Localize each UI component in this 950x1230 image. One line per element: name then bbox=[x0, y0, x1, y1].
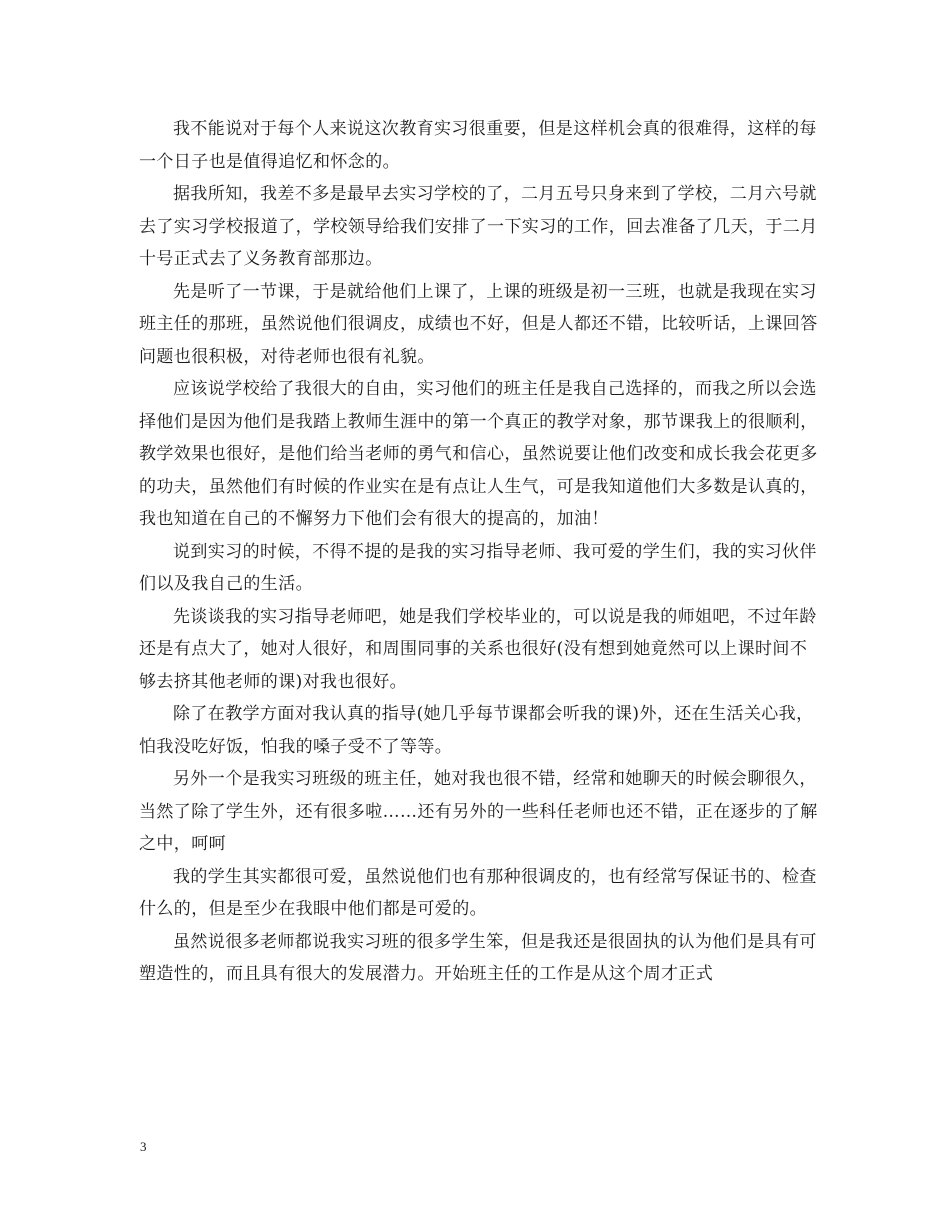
paragraph: 据我所知，我差不多是最早去实习学校的了，二月五号只身来到了学校，二月六号就去了实习学校报道了，学校领导给我们安排了一下实习的工作，回去准备了几天，于二月十号正式去了义务教育部那边。 bbox=[139, 184, 818, 269]
document-body bbox=[139, 113, 819, 991]
paragraph: 我的学生其实都很可爱，虽然说他们也有那种很调皮的，也有经常写保证书的、检查什么的，但是至少在我眼中他们都是可爱的。 bbox=[139, 866, 817, 919]
paragraph: 说到实习的时候，不得不提的是我的实习指导老师、我可爱的学生们，我的实习伙伴们以及我自己的生活。 bbox=[139, 541, 817, 594]
paragraph: 我不能说对于每个人来说这次教育实习很重要，但是这样机会真的很难得，这样的每一个日子也是值得追忆和怀念的。 bbox=[139, 119, 817, 172]
page-number: 3 bbox=[140, 1139, 147, 1154]
paragraph: 虽然说很多老师都说我实习班的很多学生笨，但是我还是很固执的认为他们是具有可塑造性的，而且具有很大的发展潜力。开始班主任的工作是从这个周才正式 bbox=[139, 931, 817, 984]
paragraph: 先是听了一节课，于是就给他们上课了，上课的班级是初一三班，也就是我现在实习班主任的那班，虽然说他们很调皮，成绩也不好，但是人都还不错，比较听话，上课回答问题也很积极，对待老师也很有礼貌。 bbox=[139, 281, 818, 367]
paragraph: 另外一个是我实习班级的班主任，她对我也很不错，经常和她聊天的时候会聊很久，当然了除了学生外，还有很多啦……还有另外的一些科任老师也还不错，正在逐步的了解之中，呵呵 bbox=[139, 769, 818, 854]
paragraph: 应该说学校给了我很大的自由，实习他们的班主任是我自己选择的，而我之所以会选择他们是因为他们是我踏上教师生涯中的第一个真正的教学对象，那节课我上的很顺利，教学效果也很好，是他们给当老师的勇气和信心，虽然说要让他们改变和成长我会花更多的功夫，虽然他们有时候的作业实在是有点让人生气，可是我知道他们大多数是认真的，我也知道在自己的不懈努力下他们会有很大的提高的，加油！ bbox=[139, 379, 818, 529]
paragraph: 除了在教学方面对我认真的指导(她几乎每节课都会听我的课)外，还在生活关心我，怕我没吃好饭，怕我的嗓子受不了等等。 bbox=[139, 704, 814, 757]
paragraph: 先谈谈我的实习指导老师吧，她是我们学校毕业的，可以说是我的师姐吧，不过年龄还是有点大了，她对人很好，和周围同事的关系也很好(没有想到她竟然可以上课时间不够去挤其他老师的课)对我也很好。 bbox=[139, 606, 817, 692]
